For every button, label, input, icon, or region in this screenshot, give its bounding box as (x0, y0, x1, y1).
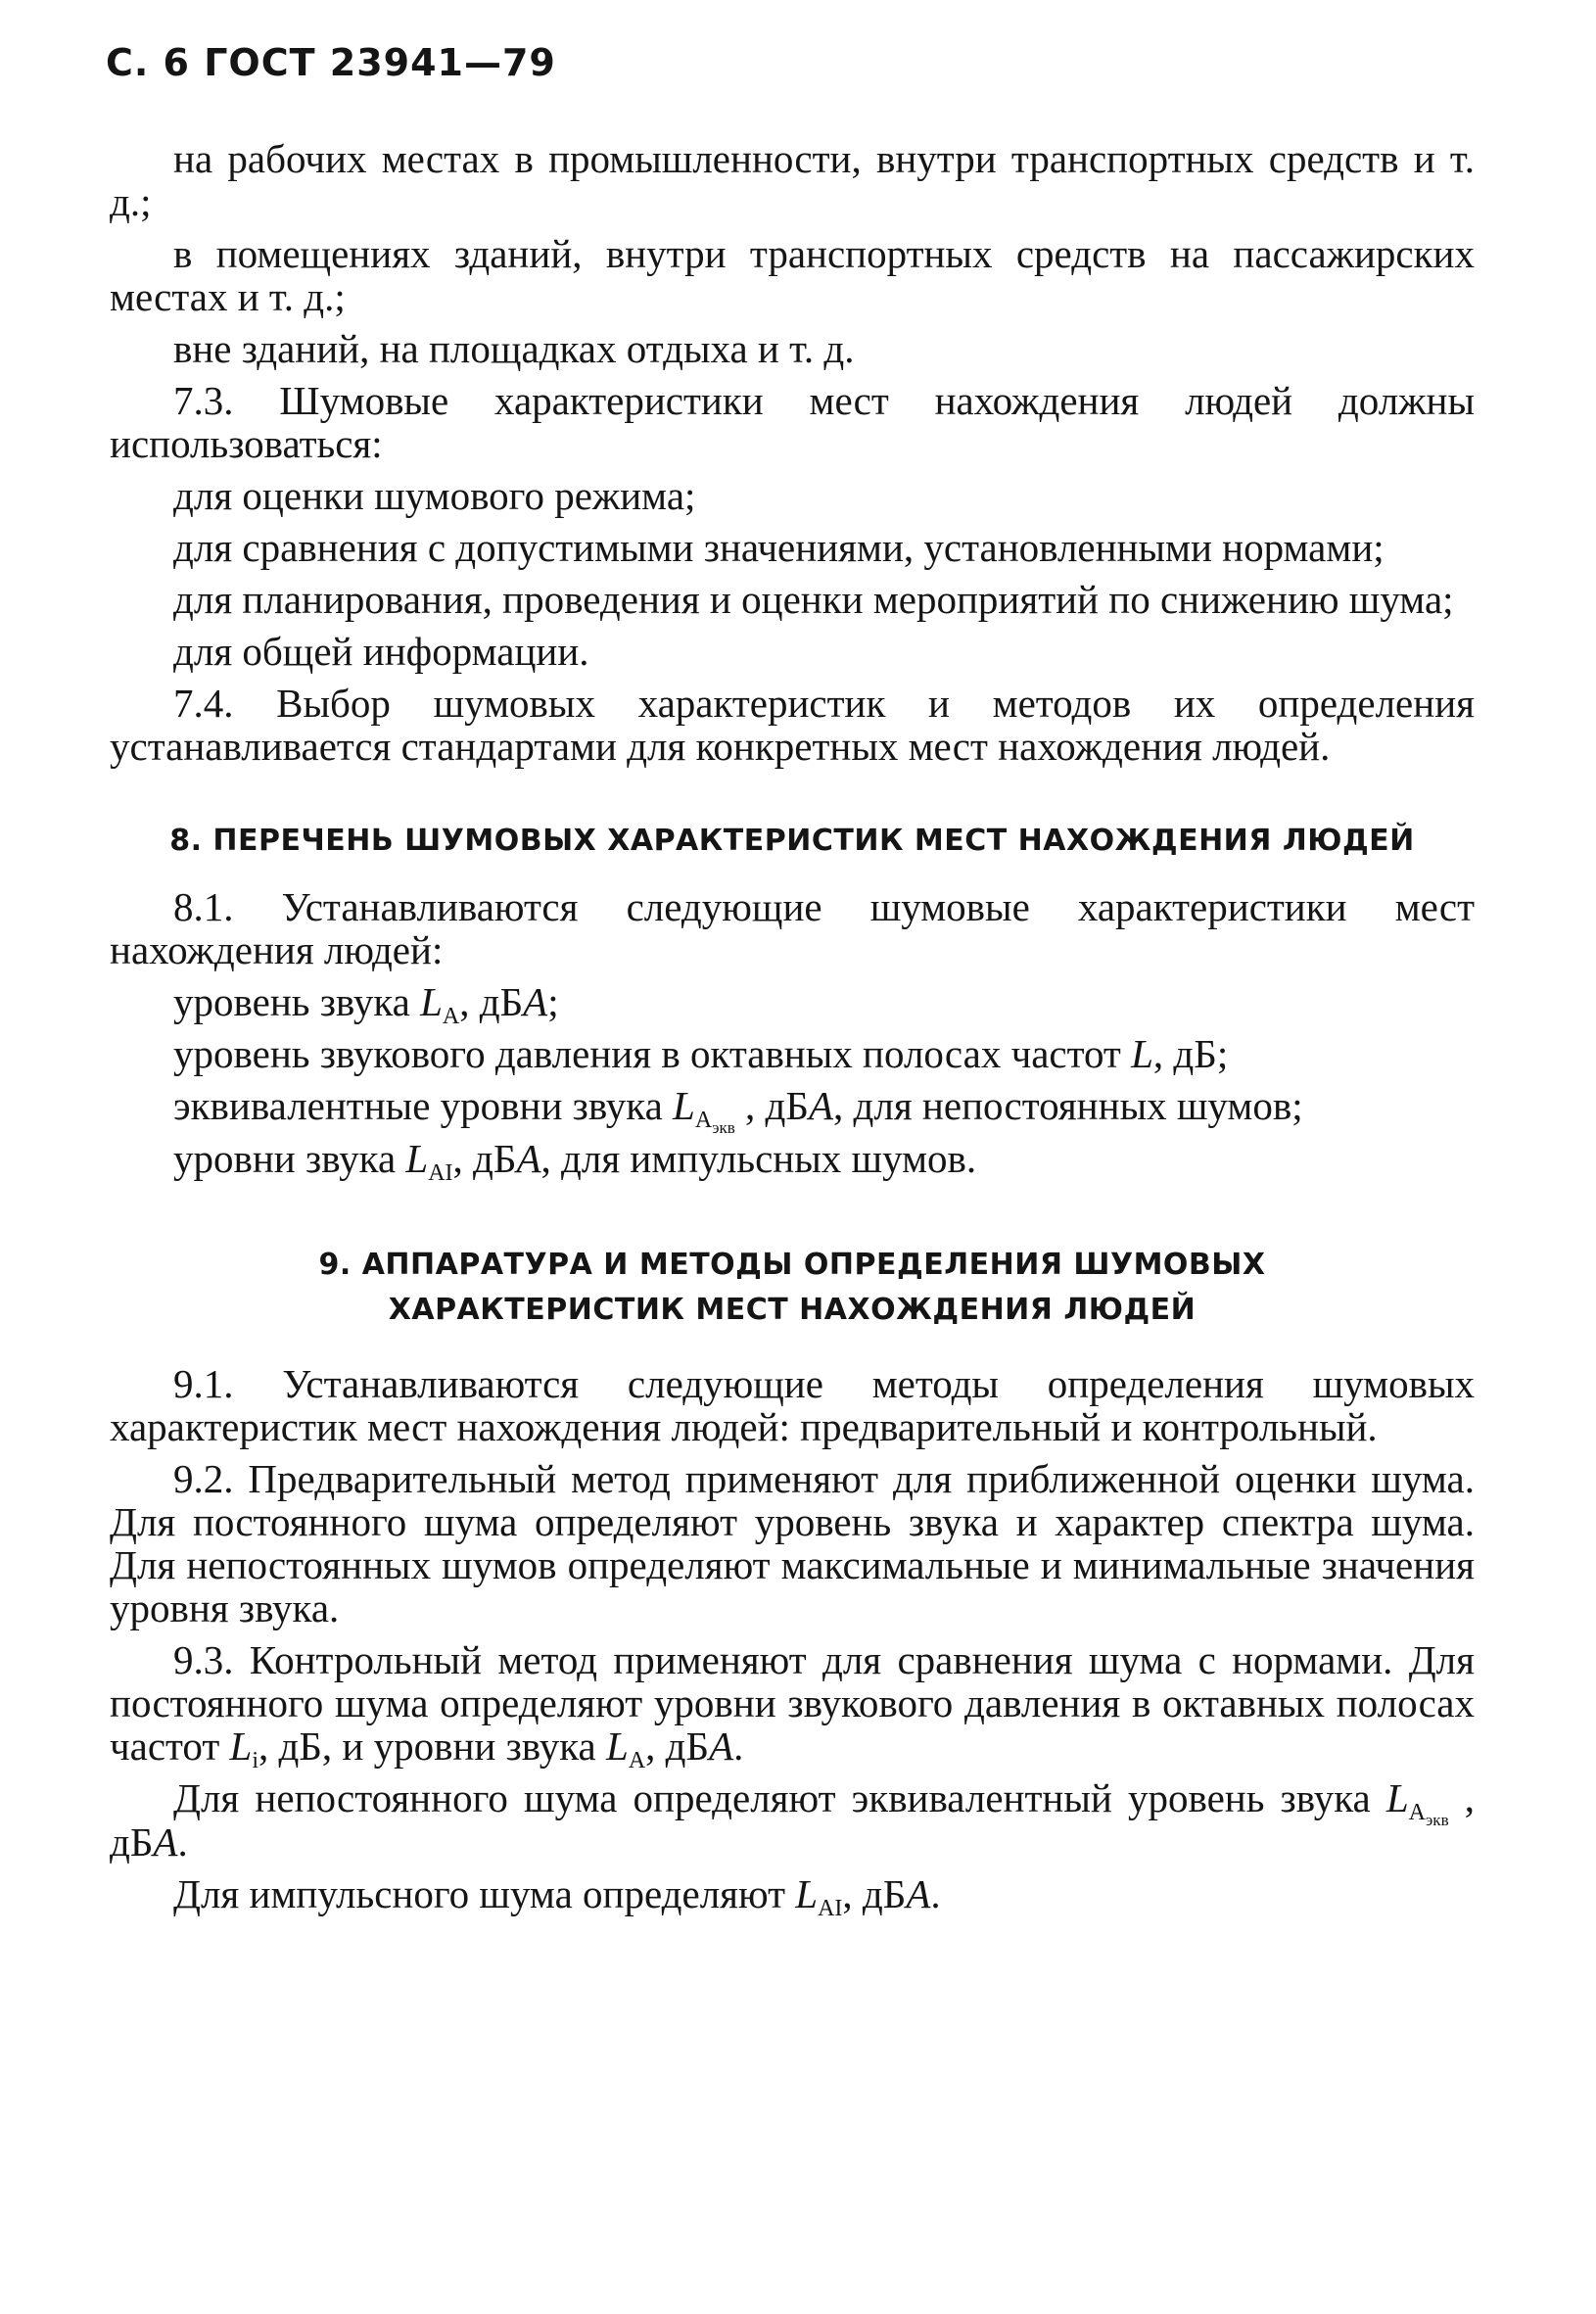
text: , дБ (842, 1871, 907, 1916)
symbol-l: L (606, 1724, 629, 1769)
paragraph-equivalent-level (110, 1083, 1475, 1137)
paragraph-sound-level (110, 979, 1475, 1029)
subscript: AI (428, 1160, 453, 1186)
text: , дБ (734, 1083, 809, 1128)
symbol-l: L (420, 979, 443, 1024)
subscript (694, 1108, 735, 1137)
unit-a: A (153, 1819, 178, 1865)
text: , дБ, и уровни звука (258, 1724, 607, 1769)
text: эквивалентные уровни звука (173, 1083, 674, 1128)
paragraph: для оценки шумового режима; (173, 473, 696, 518)
paragraph-impulse-level (110, 1136, 1475, 1186)
text: . (733, 1724, 744, 1769)
symbol-l: L (1131, 1031, 1153, 1076)
subscript: AI (818, 1896, 843, 1921)
paragraph-impulse-noise (110, 1871, 1475, 1921)
unit-a: A (709, 1724, 734, 1769)
subscript: i (252, 1748, 259, 1773)
subscript: A (628, 1748, 646, 1773)
section-9-heading (110, 1243, 1475, 1333)
unit-a: A (808, 1083, 833, 1128)
paragraph: для планирования, проведения и оценки мероприятий по снижению шума; (173, 577, 1454, 622)
paragraph-7-4: 7.4. Выбор шумовых характеристик и методов их определения устанавливается стандартами для конкретных мест нахождения людей. (110, 681, 1475, 769)
text: . (930, 1871, 941, 1916)
unit-a: A (906, 1871, 931, 1916)
text: уровни звука (173, 1136, 406, 1181)
sub-subscript: экв (1426, 1811, 1449, 1829)
text: , дБ (459, 979, 524, 1024)
symbol-l: L (795, 1871, 819, 1916)
symbol-l: L (673, 1083, 695, 1128)
unit-a: A (523, 979, 548, 1024)
paragraph: на рабочих местах в промышленности, внутри транспортных средств и т. д.; (110, 136, 1475, 224)
paragraph-9-1: 9.1. Устанавливаются следующие методы определения шумовых характеристик мест нахождения людей: предварительный и контрольный. (110, 1361, 1475, 1449)
subscript-a: A (1408, 1800, 1427, 1825)
text: ; (547, 979, 559, 1024)
text: уровень звукового давления в октавных полосах частот (173, 1031, 1132, 1076)
paragraph: в помещениях зданий, внутри транспортных средств на пассажирских местах и т. д.; (110, 231, 1475, 319)
text: . (177, 1819, 188, 1865)
section-9-heading-line-1: 9. АППАРАТУРА И МЕТОДЫ ОПРЕДЕЛЕНИЯ ШУМОВЫХ (318, 1248, 1266, 1282)
text: , для непостоянных шумов; (833, 1083, 1303, 1128)
text: Для импульсного шума определяют (173, 1871, 796, 1916)
running-header: С. 6 ГОСТ 23941—79 (106, 41, 556, 84)
paragraph-8-1: 8.1. Устанавливаются следующие шумовые характеристики мест нахождения людей: (110, 884, 1475, 972)
text: , дБ (645, 1724, 710, 1769)
symbol-l: L (229, 1724, 253, 1769)
symbol-l: L (405, 1136, 429, 1181)
paragraph-7-3: 7.3. Шумовые характеристики мест нахождения людей должны использоваться: (110, 378, 1475, 466)
text: 9.3. Контрольный метод применяют для сравнения шума с нормами. Для постоянного шума определяют уровни звукового давления в октавных полосах частот (110, 1637, 1475, 1769)
document-body (110, 137, 1475, 1924)
subscript-a: A (694, 1108, 713, 1133)
text: , дБ (110, 1775, 1476, 1865)
text: уровень звука (173, 979, 421, 1024)
paragraph-9-2: 9.2. Предварительный метод применяют для приближенной оценки шума. Для постоянного шума определяют уровень звука и характер спектра шума. Для непостоянных шумов определяют максимальные и минимальные значения уровня звука. (110, 1456, 1475, 1630)
paragraph-pressure-level (110, 1032, 1475, 1075)
text: Для непостоянного шума определяют эквивалентный уровень звука (173, 1775, 1386, 1820)
sub-subscript: экв (712, 1118, 735, 1137)
paragraph-9-3 (110, 1637, 1475, 1773)
paragraph: для общей информации. (173, 629, 589, 674)
section-9-heading-line-2: ХАРАКТЕРИСТИК МЕСТ НАХОЖДЕНИЯ ЛЮДЕЙ (388, 1293, 1197, 1327)
text: , для импульсных шумов. (540, 1136, 977, 1181)
unit-a: A (516, 1136, 541, 1181)
paragraph-nonconstant-noise (110, 1776, 1475, 1864)
section-8-heading: 8. ПЕРЕЧЕНЬ ШУМОВЫХ ХАРАКТЕРИСТИК МЕСТ НАХОЖДЕНИЯ ЛЮДЕЙ (169, 824, 1415, 858)
paragraph: для сравнения с допустимыми значениями, установленными нормами; (173, 525, 1385, 570)
text: , дБ (452, 1136, 517, 1181)
text: , дБ; (1152, 1031, 1229, 1076)
subscript: A (442, 1004, 460, 1029)
paragraph: вне зданий, на площадках отдыха и т. д. (173, 326, 855, 371)
symbol-l: L (1385, 1775, 1409, 1820)
subscript (1408, 1800, 1449, 1829)
